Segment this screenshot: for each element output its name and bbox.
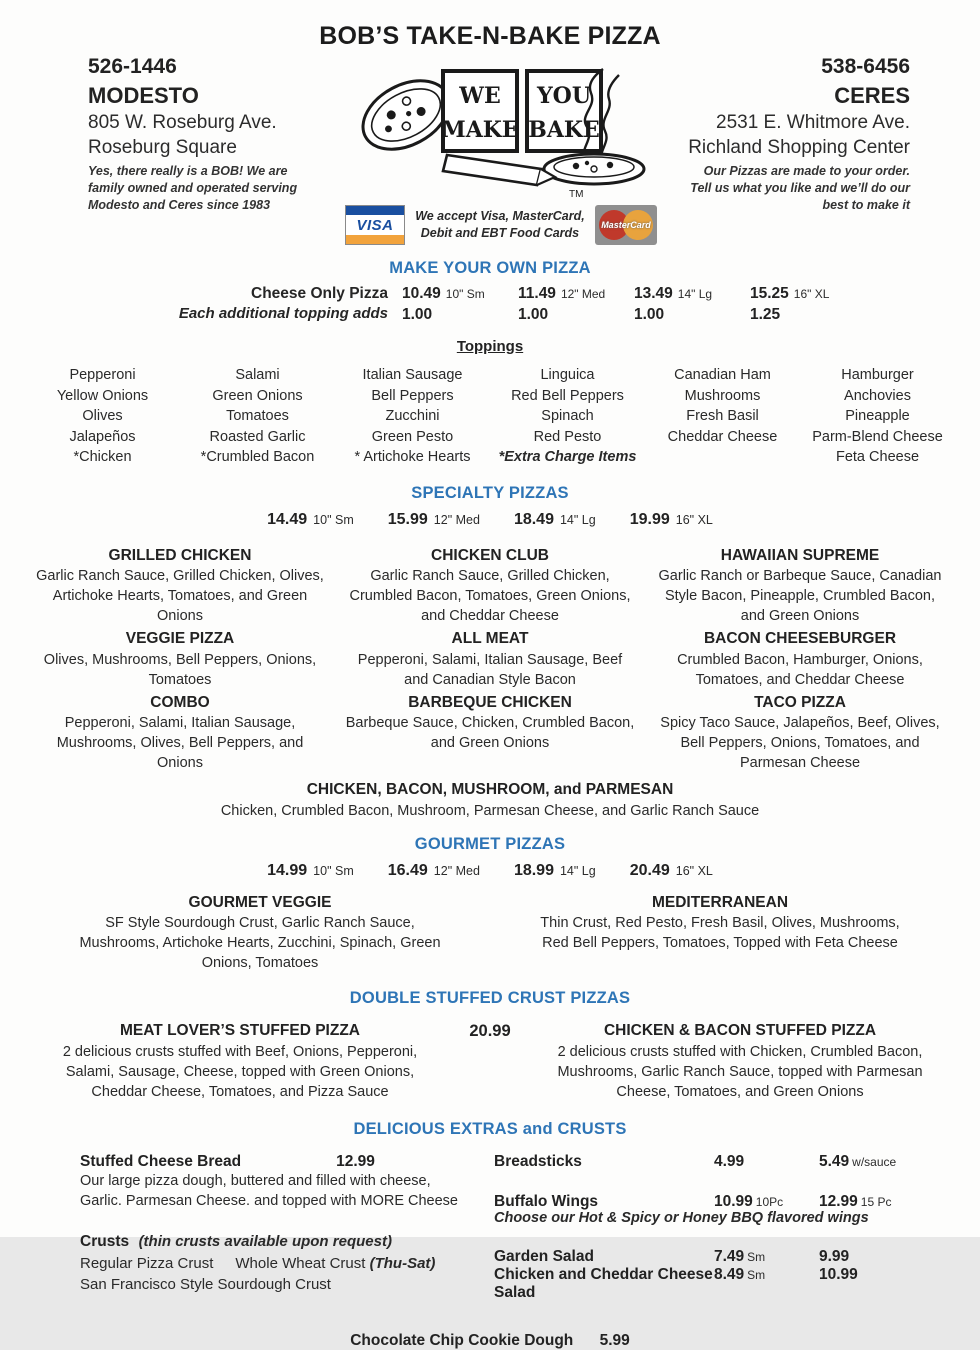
specialty-sizes: 14.49 10" Sm 15.99 12" Med 18.49 14" Lg 19.99 16" XL [267, 510, 713, 528]
tm-mark: TM [568, 189, 584, 200]
ceres-note: Our Pizzas are made to your order. Tell us what you like and we’ll do our best to make it [690, 163, 910, 212]
pizza-bacon-cheeseburger: BACON CHEESEBURGER Crumbled Bacon, Hamburger, Onions, Tomatoes, and Cheddar Cheese [677, 630, 923, 688]
make-your-own-prices [0, 284, 980, 325]
section-stuffed: DOUBLE STUFFED CRUST PIZZAS [349, 989, 631, 1008]
pizza-veggie: VEGGIE PIZZA Olives, Mushrooms, Bell Peppers, Onions, Tomatoes [43, 630, 317, 688]
pizza-hawaiian-supreme: HAWAIIAN SUPREME Garlic Ranch or Barbeque Sauce, Canadian Style Bacon, Pineapple, Crumbled Bacon, and Green Onions [658, 546, 942, 625]
topping-item: Hamburger [841, 366, 914, 383]
stuffed-cheese-bread-row: Stuffed Cheese Bread 12.99 [80, 1152, 375, 1170]
price-col-med: 11.49 12" Med 1.00 [518, 285, 606, 323]
topping-item: * Artichoke Hearts [354, 449, 471, 466]
pizza-grilled-chicken: GRILLED CHICKEN Garlic Ranch Sauce, Grilled Chicken, Olives, Artichoke Hearts, Tomatoes, and Green Onions [36, 546, 324, 625]
topping-item: Mushrooms [684, 387, 761, 404]
toppings-col-6 [803, 365, 952, 468]
modesto-note: Yes, there really is a BOB! We are family owned and operated serving Modesto and Ceres since 1983 [88, 163, 298, 212]
toppings-col-4 [493, 365, 642, 468]
price-col-sm: 10.49 10" Sm 1.00 [402, 285, 485, 323]
topping-item: Salami [235, 366, 280, 383]
topping-item: Jalapeños [69, 428, 136, 445]
section-specialty: SPECIALTY PIZZAS [411, 483, 569, 502]
additional-topping-label: Each additional topping adds [178, 305, 388, 323]
topping-item: Italian Sausage [362, 366, 463, 383]
pizza-barbeque-chicken: BARBEQUE CHICKEN Barbeque Sauce, Chicken, Crumbled Bacon, and Green Onions [345, 693, 635, 751]
page-title: BOB’S TAKE-N-BAKE PIZZA [319, 22, 661, 50]
we-make-you-bake-logo-icon [351, 53, 651, 203]
topping-item: Tomatoes [226, 408, 289, 425]
pizza-all-meat: ALL MEAT Pepperoni, Salami, Italian Sausage, Beef and Canadian Style Bacon [357, 630, 623, 688]
topping-item: Roasted Garlic [209, 428, 306, 445]
breadsticks-row: Breadsticks 4.99 5.49 w/sauce [494, 1152, 897, 1170]
topping-item: Green Pesto [371, 428, 454, 445]
section-extras: DELICIOUS EXTRAS and CRUSTS [353, 1119, 627, 1138]
topping-item: Fresh Basil [686, 408, 759, 425]
topping-item: *Chicken [73, 449, 132, 466]
topping-item: Linguica [540, 366, 595, 383]
topping-item: Green Onions [212, 387, 303, 404]
price-col-xl: 15.25 16" XL 1.25 [750, 285, 830, 323]
ceres-phone: 538-6456 [821, 55, 910, 78]
cheese-only-label: Cheese Only Pizza [251, 285, 388, 302]
mastercard-logo-icon: MasterCard [595, 205, 657, 245]
topping-item: Zucchini [385, 408, 440, 425]
extras-left-col: Stuffed Cheese Bread 12.99 Our large pizza dough, buttered and filled with cheese, Garlic. Parmesan Cheese. and topped with MORE Cheese Crusts (thin crusts available upon request) Regular Pizza Crust Whole Wheat Crust (Thu-Sat) San Francisco Style Sourdough Crust [80, 1153, 485, 1302]
svg-text:YOU: YOU [536, 83, 591, 109]
specialty-col-2 [344, 545, 636, 773]
topping-item: Red Pesto [533, 428, 602, 445]
header [0, 51, 980, 245]
crusts-block: Crusts (thin crusts available upon request) Regular Pizza Crust Whole Wheat Crust (Thu-Sat) San Francisco Style Sourdough Crust [80, 1232, 436, 1294]
extra-charge-note: *Extra Charge Items [498, 449, 637, 466]
specialty-col-1 [34, 545, 326, 773]
visa-logo-icon: VISA [345, 205, 405, 245]
modesto-plaza: Roseburg Square [88, 136, 237, 158]
modesto-address: 805 W. Roseburg Ave. [88, 111, 277, 133]
toppings-col-1 [28, 365, 177, 468]
gourmet-sizes: 14.99 10" Sm 16.49 12" Med 18.99 14" Lg 20.49 16" XL [267, 861, 713, 879]
accepted-cards-text: We accept Visa, MasterCard, Debit and EBT Food Cards [415, 209, 585, 240]
location-modesto [88, 53, 344, 245]
topping-item: Olives [82, 408, 123, 425]
pizza-gourmet-veggie: GOURMET VEGGIE SF Style Sourdough Crust, Garlic Ranch Sauce, Mushrooms, Artichoke Hearts, Zucchini, Spinach, Green Onions, Tomatoes [79, 893, 441, 972]
toppings-col-3 [338, 365, 487, 468]
toppings-col-5 [648, 365, 797, 468]
topping-item: Parm-Blend Cheese [812, 428, 943, 445]
pizza-chicken-bacon-stuffed: CHICKEN & BACON STUFFED PIZZA 2 delicious crusts stuffed with Chicken, Crumbled Bacon, Mushrooms, Garlic Ranch Sauce, topped with Parmesan Cheese, Tomatoes, and Green Onions [557, 1022, 923, 1100]
payment-row [345, 205, 657, 245]
topping-item: Pepperoni [69, 366, 136, 383]
topping-item: Anchovies [844, 387, 911, 404]
garden-salad-row: Garden Salad 7.49 Sm 9.99 [494, 1247, 850, 1265]
topping-item: *Crumbled Bacon [200, 449, 315, 466]
svg-text:BAKE: BAKE [528, 117, 600, 143]
price-col-lg: 13.49 14" Lg 1.00 [634, 285, 713, 323]
toppings-col-2 [183, 365, 332, 468]
toppings-heading: Toppings [456, 337, 524, 355]
location-ceres [658, 53, 910, 245]
topping-item: Bell Peppers [371, 387, 454, 404]
extras-grid [0, 1139, 980, 1302]
specialty-grid [0, 545, 980, 773]
wings-note: Choose our Hot & Spicy or Honey BBQ flavored wings [494, 1209, 869, 1226]
section-gourmet: GOURMET PIZZAS [414, 834, 566, 853]
ceres-plaza: Richland Shopping Center [688, 136, 910, 158]
stuffed-grid [0, 1020, 980, 1101]
stuffed-price: 20.99 [469, 1022, 511, 1041]
topping-item: Yellow Onions [56, 387, 149, 404]
modesto-city: MODESTO [88, 82, 199, 108]
toppings-grid [0, 365, 980, 468]
extras-right-col [494, 1153, 934, 1302]
logo-area [344, 53, 657, 245]
cookie-dough-row: Chocolate Chip Cookie Dough 5.99 [350, 1331, 630, 1349]
ceres-address: 2531 E. Whitmore Ave. [716, 111, 910, 133]
svg-text:MAKE: MAKE [441, 117, 519, 143]
topping-item: Spinach [541, 408, 594, 425]
svg-text:WE: WE [459, 83, 501, 109]
chicken-salad-row: Chicken and Cheddar Cheese Salad 8.49 Sm 10.99 [494, 1265, 858, 1301]
pizza-chicken-club: CHICKEN CLUB Garlic Ranch Sauce, Grilled Chicken, Crumbled Bacon, Tomatoes, Green Onions, and Cheddar Cheese [349, 546, 631, 625]
section-make-your-own: MAKE YOUR OWN PIZZA [389, 259, 591, 277]
pizza-taco: TACO PIZZA Spicy Taco Sauce, Jalapeños, Beef, Olives, Bell Peppers, Onions, Tomatoes, and Parmesan Cheese [660, 693, 940, 771]
topping-item: Canadian Ham [674, 366, 771, 383]
specialty-col-3 [654, 545, 946, 773]
ceres-city: CERES [834, 82, 910, 108]
topping-item: Feta Cheese [835, 449, 920, 466]
gourmet-grid [0, 892, 980, 973]
buffalo-wings-row: Buffalo Wings 10.99 10Pc 12.99 15 Pc [494, 1192, 892, 1210]
pizza-combo: COMBO Pepperoni, Salami, Italian Sausage, Mushrooms, Olives, Bell Peppers, and Onions [56, 693, 304, 771]
pizza-chicken-bacon-mushroom-parmesan: CHICKEN, BACON, MUSHROOM, and PARMESAN Chicken, Crumbled Bacon, Mushroom, Parmesan Cheese, and Garlic Ranch Sauce [220, 780, 760, 819]
topping-item: Pineapple [845, 408, 910, 425]
topping-item: Red Bell Peppers [511, 387, 624, 404]
modesto-phone: 526-1446 [88, 55, 177, 78]
pizza-meat-lovers-stuffed: MEAT LOVER’S STUFFED PIZZA 2 delicious crusts stuffed with Beef, Onions, Pepperoni, Salami, Sausage, Cheese, topped with Green Onions, Cheddar Cheese, Tomatoes, and Pizza Sauce [62, 1022, 418, 1100]
pizza-mediterranean: MEDITERRANEAN Thin Crust, Red Pesto, Fresh Basil, Olives, Mushrooms, Red Bell Peppers, Tomatoes, Topped with Feta Cheese [540, 893, 900, 952]
topping-item: Cheddar Cheese [667, 428, 778, 445]
